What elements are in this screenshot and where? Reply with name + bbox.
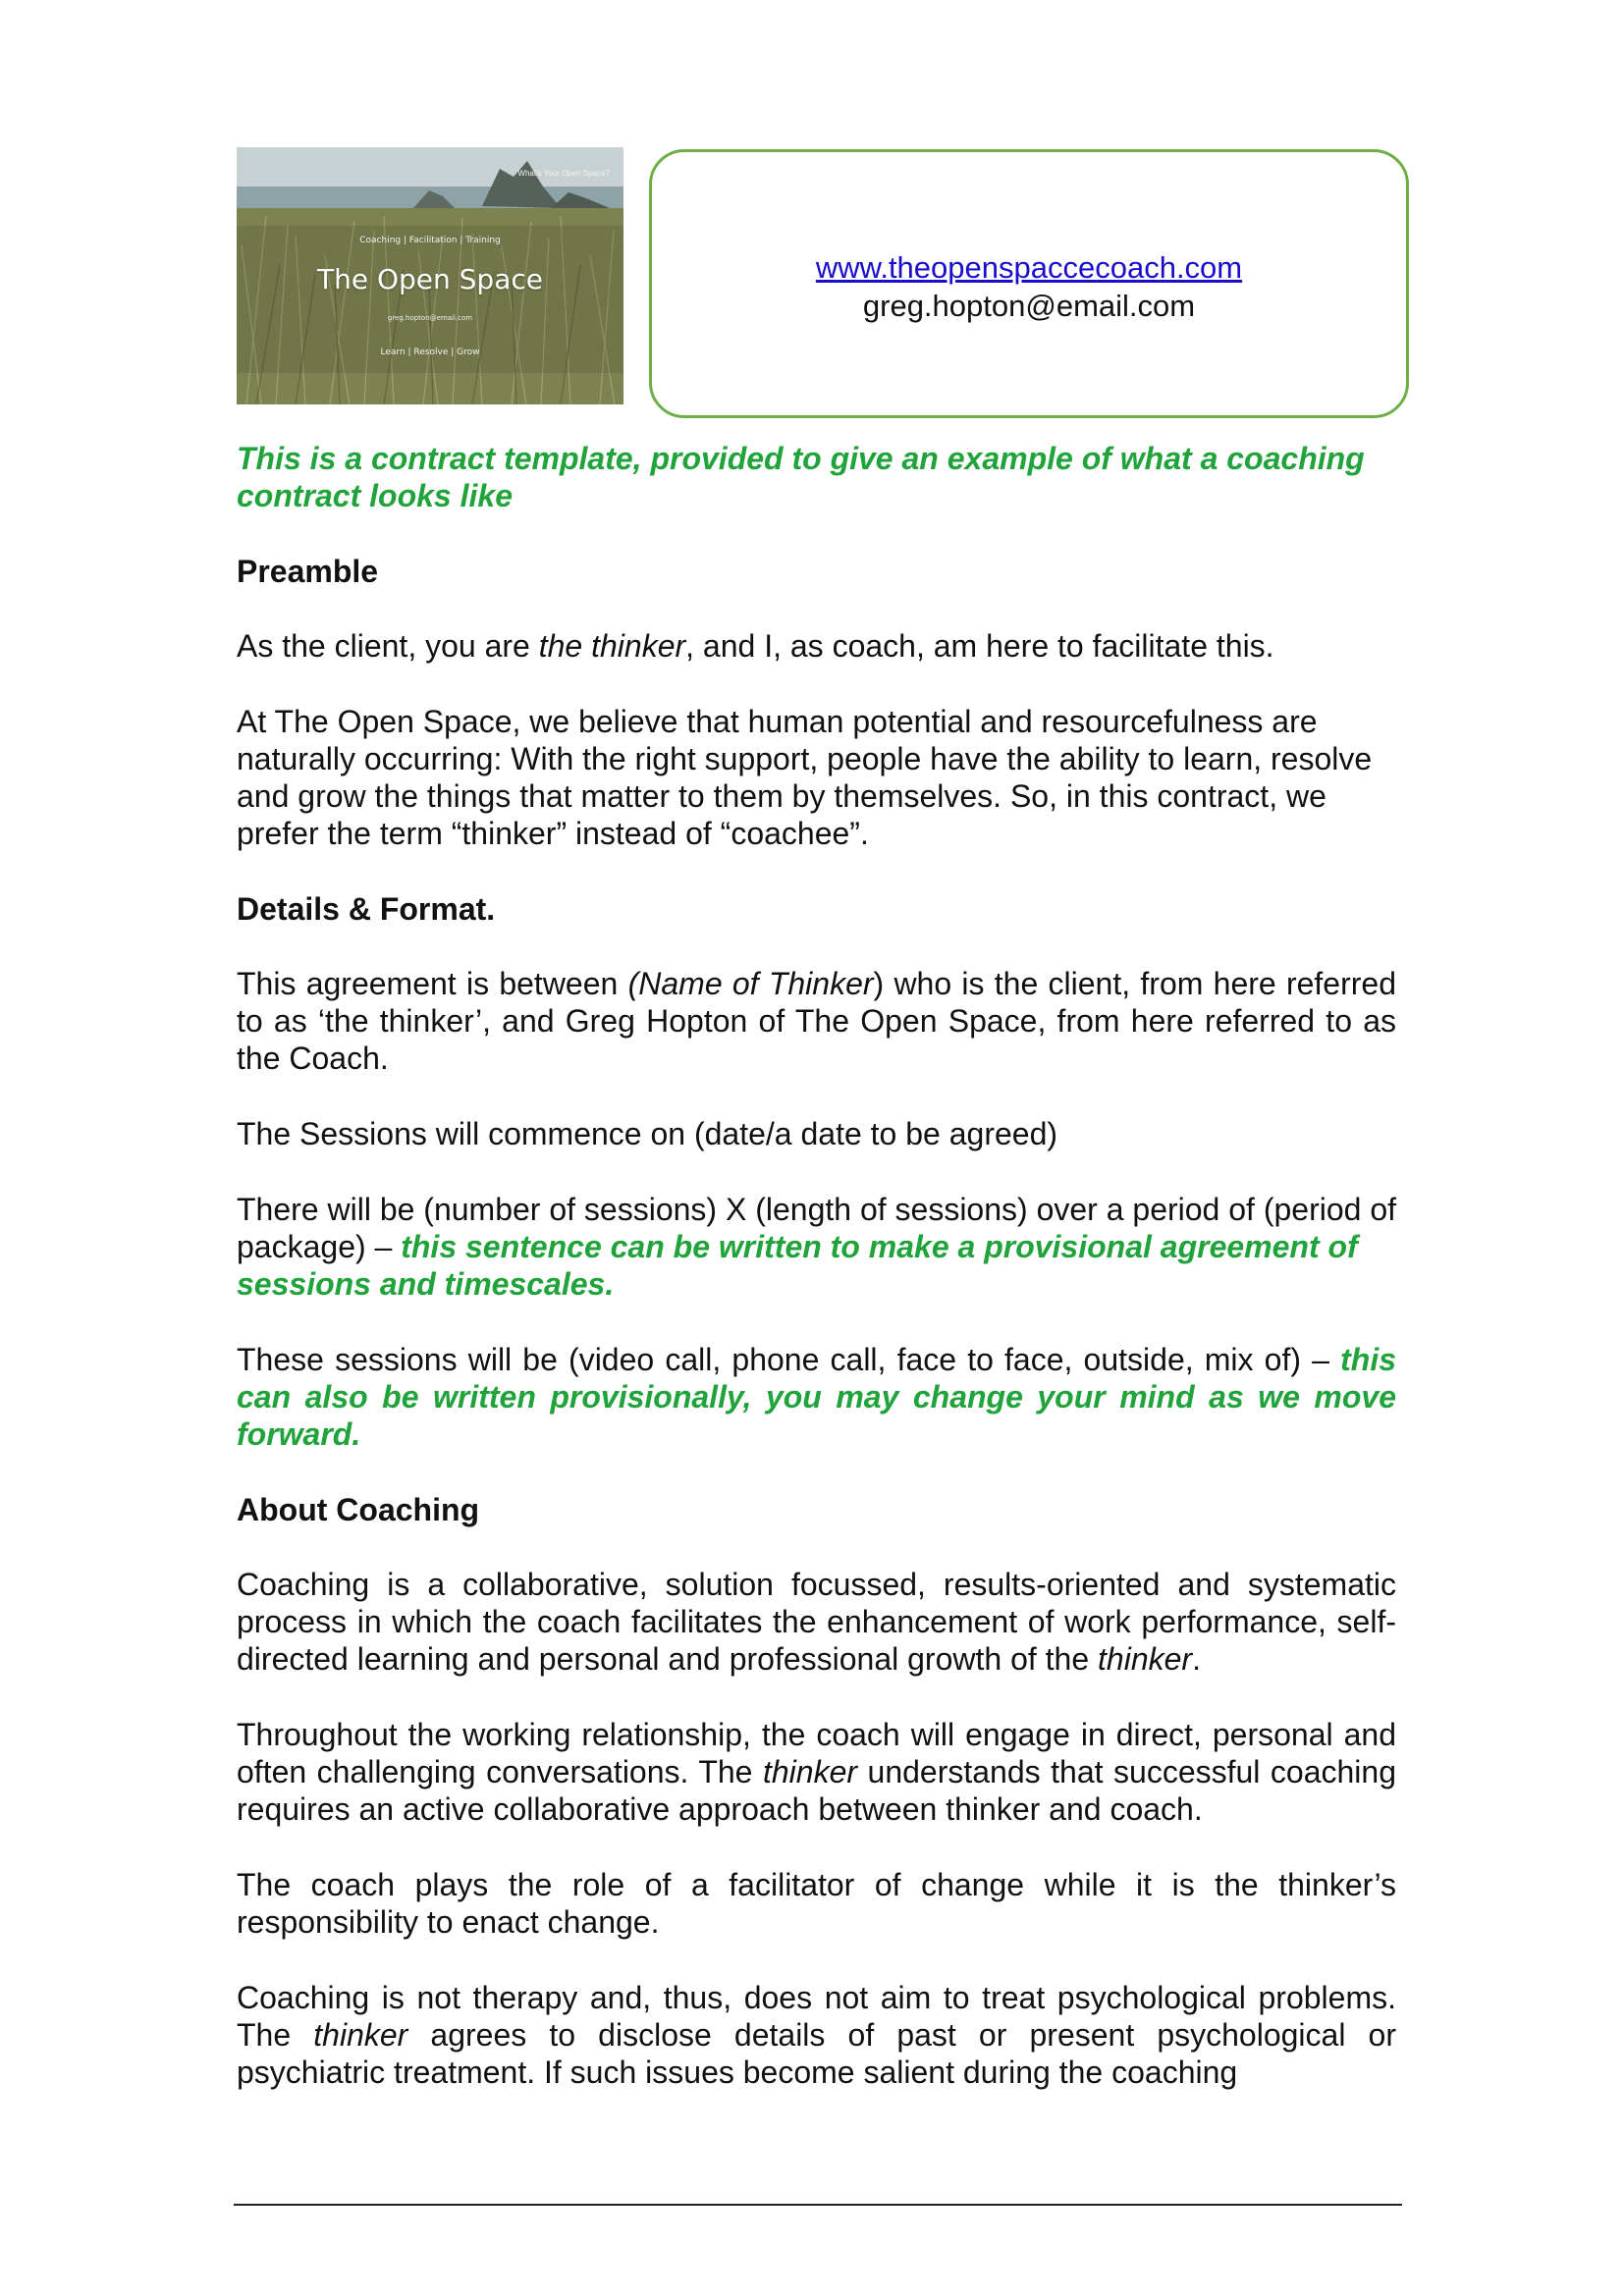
- contact-email: greg.hopton@email.com: [862, 289, 1196, 323]
- logo-services: Coaching | Facilitation | Training: [359, 236, 501, 245]
- footer-divider: [234, 2204, 1402, 2206]
- about-paragraph-1: Coaching is a collaborative, solution focussed, results-oriented and systematic process in which the coach facilitates the enhancement of work performance, self-directed learning and personal and professional growth of the thinker.: [237, 1567, 1396, 1677]
- preamble-paragraph-2: At The Open Space, we believe that human potential and resourcefulness are naturally occurring: With the right support, people have the ability to learn, resolve and grow the things that matter to them by themselves. So, in this contract, we prefer the term “thinker” instead of “coachee”.: [237, 704, 1373, 851]
- logo-motto: Learn | Resolve | Grow: [380, 347, 480, 357]
- logo-tagline: What's Your Open Space?: [517, 169, 610, 178]
- details-heading: Details & Format.: [237, 891, 496, 927]
- template-intro-note: This is a contract template, provided to give an example of what a coaching contract looks like: [237, 441, 1365, 513]
- contract-body: [237, 440, 1396, 2129]
- logo-email: greg.hopton@email.com: [387, 314, 473, 322]
- details-paragraph-2: The Sessions will commence on (date/a date to be agreed): [237, 1116, 1058, 1151]
- about-paragraph-2: Throughout the working relationship, the coach will engage in direct, personal and often challenging conversations. The thinker understands that successful coaching requires an active collaborative approach between thinker and coach.: [237, 1717, 1396, 1827]
- about-coaching-heading: About Coaching: [237, 1492, 480, 1527]
- preamble-heading: Preamble: [237, 554, 379, 589]
- details-paragraph-4: These sessions will be (video call, phone call, face to face, outside, mix of) – this can also be written provisionally, you may change your mind as we move forward.: [237, 1342, 1396, 1452]
- details-paragraph-1: This agreement is between (Name of Thinker) who is the client, from here referred to as ‘the thinker’, and Greg Hopton of The Open Space, from here referred to as the Coach.: [237, 966, 1397, 1076]
- logo-brand-name: The Open Space: [317, 263, 543, 295]
- about-paragraph-4: Coaching is not therapy and, thus, does not aim to treat psychological problems. The thinker agrees to disclose details of past or present psychological or psychiatric treatment. If such issues become salient during the coaching: [237, 1980, 1397, 2090]
- website-link[interactable]: www.theopenspaccecoach.com: [815, 250, 1243, 285]
- contact-box: [649, 149, 1409, 418]
- about-paragraph-3: The coach plays the role of a facilitator of change while it is the thinker’s responsibility to enact change.: [237, 1867, 1396, 1940]
- details-paragraph-3: There will be (number of sessions) X (length of sessions) over a period of (period of package) – this sentence can be written to make a provisional agreement of sessions and timescales.: [237, 1192, 1396, 1302]
- open-space-logo-image: [237, 147, 623, 404]
- preamble-paragraph-1: As the client, you are the thinker, and I, as coach, am here to facilitate this.: [237, 628, 1274, 664]
